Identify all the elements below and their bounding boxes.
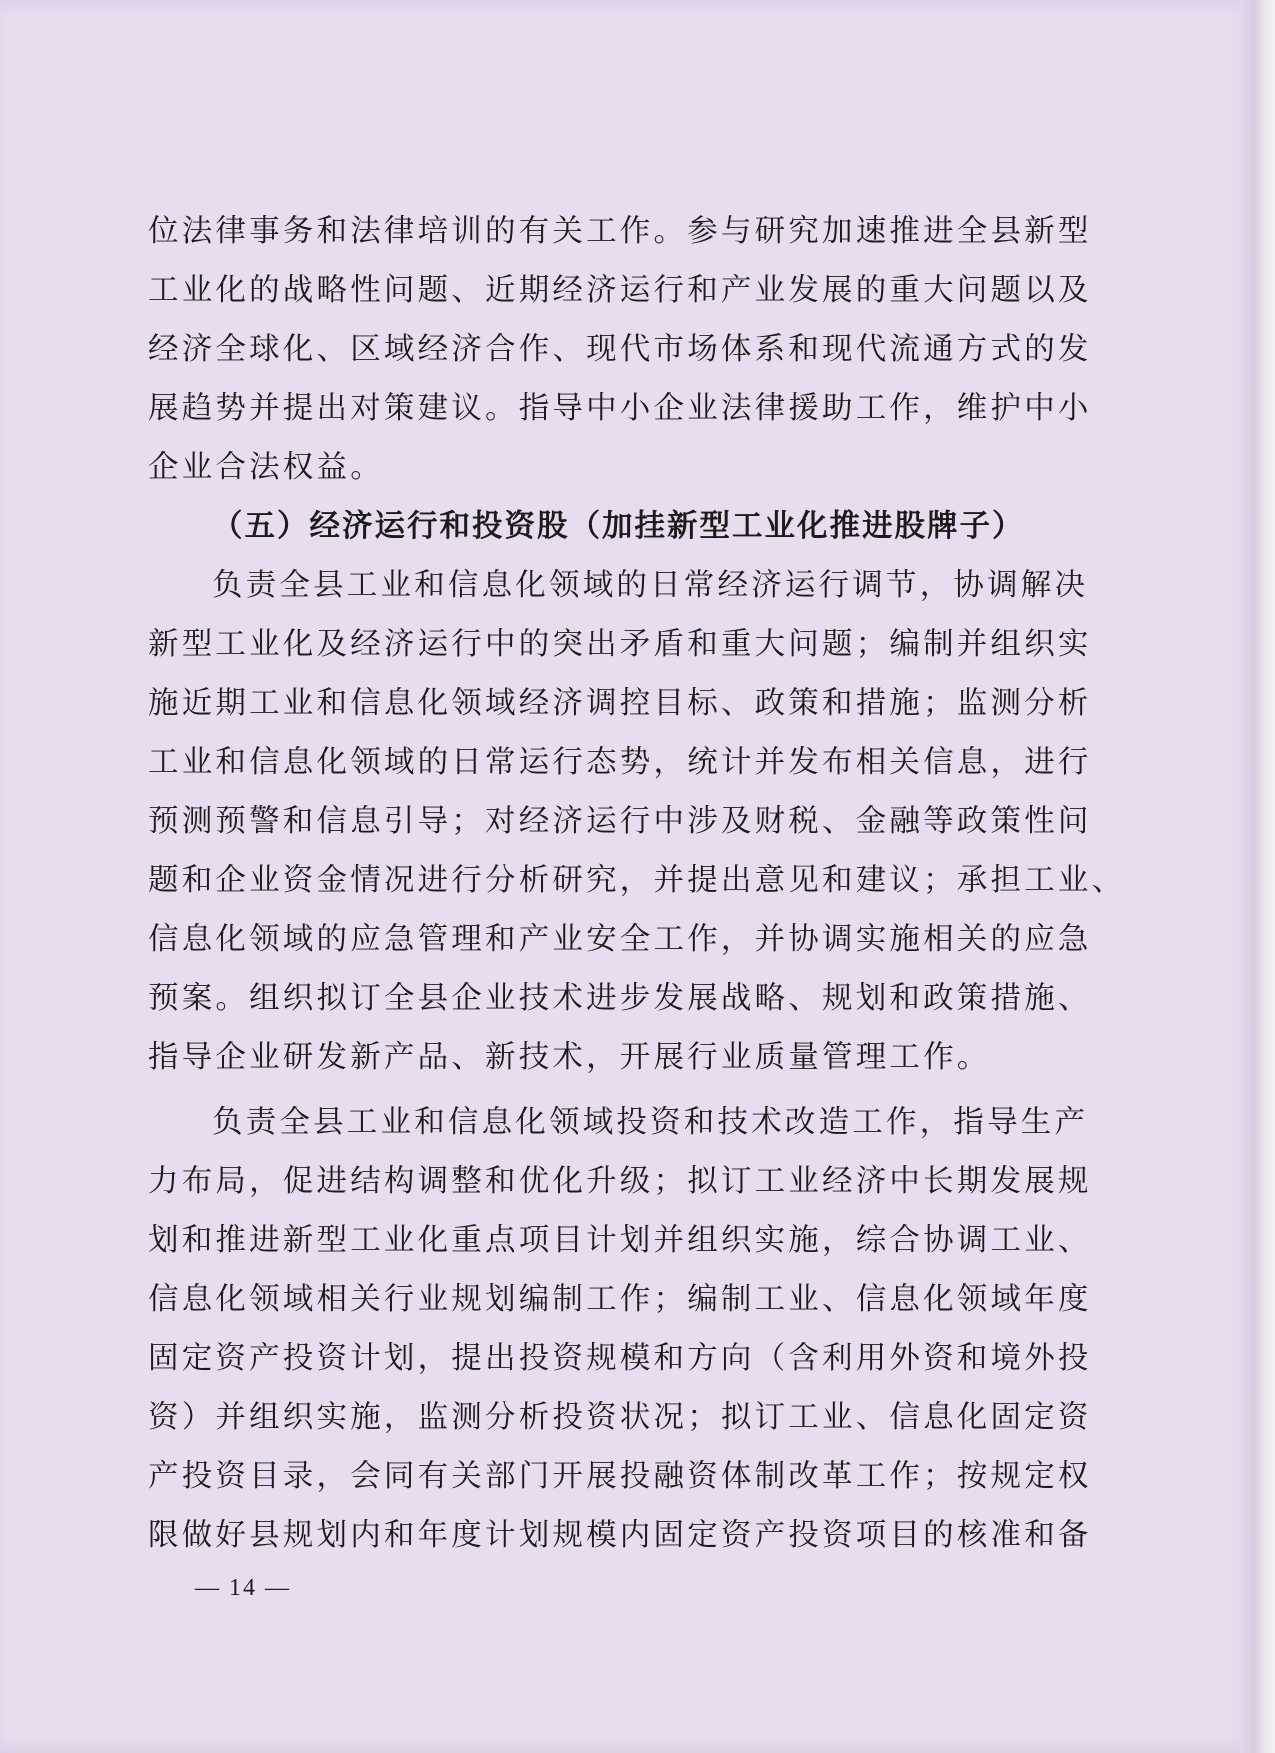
text-line: 划和推进新型工业化重点项目计划并组织实施，综合协调工业、: [148, 1223, 1092, 1258]
section-heading: （五）经济运行和投资股（加挂新型工业化推进股牌子）: [212, 508, 1025, 544]
text-line: 力布局，促进结构调整和优化升级；拟订工业经济中长期发展规: [148, 1164, 1092, 1199]
text-line: 新型工业化及经济运行中的突出矛盾和重大问题；编制并组织实: [148, 627, 1092, 662]
page-edge: [1240, 0, 1275, 1753]
document-body: [148, 202, 1126, 1565]
text-line: 预案。组织拟订全县企业技术进步发展战略、规划和政策措施、: [148, 981, 1092, 1016]
text-line: 资）并组织实施，监测分析投资状况；拟订工业、信息化固定资: [148, 1400, 1092, 1435]
text-line: 位法律事务和法律培训的有关工作。参与研究加速推进全县新型: [148, 214, 1092, 249]
text-line: 负责全县工业和信息化领域的日常经济运行调节，协调解决: [212, 568, 1089, 603]
text-line: 工业化的战略性问题、近期经济运行和产业发展的重大问题以及: [148, 273, 1092, 308]
paragraph-economic-operation: [148, 556, 1126, 1087]
text-line: 题和企业资金情况进行分析研究，并提出意见和建议；承担工业、: [148, 863, 1126, 898]
page-number: — 14 —: [195, 1575, 291, 1601]
text-line: 信息化领域相关行业规划编制工作；编制工业、信息化领域年度: [148, 1282, 1092, 1317]
text-line: 展趋势并提出对策建议。指导中小企业法律援助工作，维护中小: [148, 391, 1092, 426]
text-line: 企业合法权益。: [148, 450, 384, 485]
text-line: 限做好县规划内和年度计划规模内固定资产投资项目的核准和备: [148, 1518, 1092, 1553]
text-line: 经济全球化、区域经济合作、现代市场体系和现代流通方式的发: [148, 332, 1092, 367]
text-line: 工业和信息化领域的日常运行态势，统计并发布相关信息，进行: [148, 745, 1092, 780]
intro-paragraph: [148, 202, 1103, 497]
text-line: 信息化领域的应急管理和产业安全工作，并协调实施相关的应急: [148, 922, 1092, 957]
paragraph-investment: [148, 1093, 1103, 1565]
text-line: 施近期工业和信息化领域经济调控目标、政策和措施；监测分析: [148, 686, 1092, 721]
text-line: 负责全县工业和信息化领域投资和技术改造工作，指导生产: [212, 1105, 1089, 1140]
text-line: 固定资产投资计划，提出投资规模和方向（含利用外资和境外投: [148, 1341, 1092, 1376]
text-line: 指导企业研发新产品、新技术，开展行业质量管理工作。: [148, 1040, 991, 1075]
text-line: 产投资目录，会同有关部门开展投融资体制改革工作；按规定权: [148, 1459, 1092, 1494]
text-line: 预测预警和信息引导；对经济运行中涉及财税、金融等政策性问: [148, 804, 1092, 839]
